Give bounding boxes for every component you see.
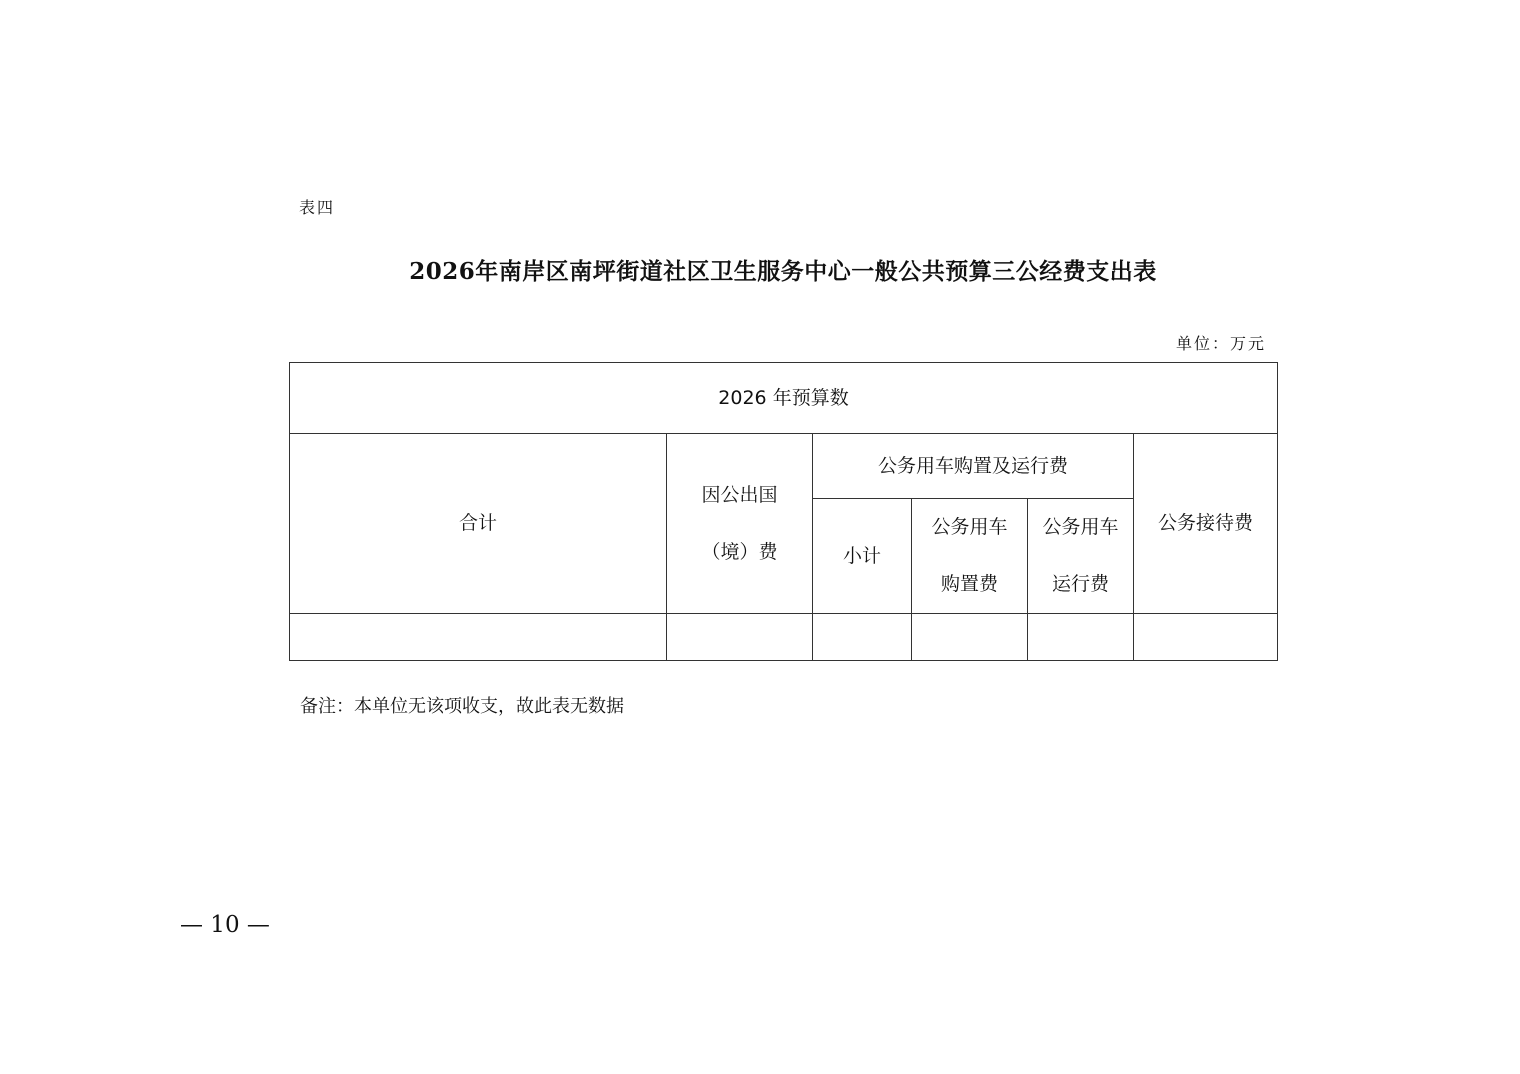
cell-reception <box>1134 614 1278 661</box>
table-label: 表四 <box>299 198 336 217</box>
unit-label: 单位：万元 <box>1175 334 1266 353</box>
header-vehicle-operation <box>1028 499 1134 614</box>
header-vehicle-purchase-line2: 购置费 <box>940 573 998 595</box>
header-vehicle-subtotal: 小计 <box>813 499 912 614</box>
header-overseas-line2: （境）费 <box>701 540 778 563</box>
footnote: 备注：本单位无该项收支，故此表无数据 <box>300 696 624 717</box>
cell-vehicle-subtotal <box>813 614 912 661</box>
cell-overseas-travel <box>667 614 813 661</box>
header-vehicle-purchase <box>912 499 1028 614</box>
header-vehicle-operation-line2: 运行费 <box>1051 573 1109 595</box>
budget-table <box>289 362 1278 661</box>
header-vehicle-operation-line1: 公务用车 <box>1042 516 1119 538</box>
table-data-row <box>290 614 1278 661</box>
header-year-budget: 2026 年预算数 <box>290 363 1278 434</box>
document-title: 2026年南岸区南坪街道社区卫生服务中心一般公共预算三公经费支出表 <box>409 258 1157 285</box>
page-number: — 10 — <box>180 912 270 938</box>
table-header-row-year <box>290 363 1278 434</box>
cell-vehicle-operation <box>1028 614 1134 661</box>
header-vehicle-purchase-line1: 公务用车 <box>931 516 1008 538</box>
header-reception: 公务接待费 <box>1134 434 1278 614</box>
header-overseas-line1: 因公出国 <box>701 483 778 506</box>
header-vehicle-group: 公务用车购置及运行费 <box>813 434 1134 499</box>
table-header-row-1 <box>290 434 1278 499</box>
cell-vehicle-purchase <box>912 614 1028 661</box>
header-total: 合计 <box>290 434 667 614</box>
cell-total <box>290 614 667 661</box>
header-overseas-travel <box>667 434 813 614</box>
